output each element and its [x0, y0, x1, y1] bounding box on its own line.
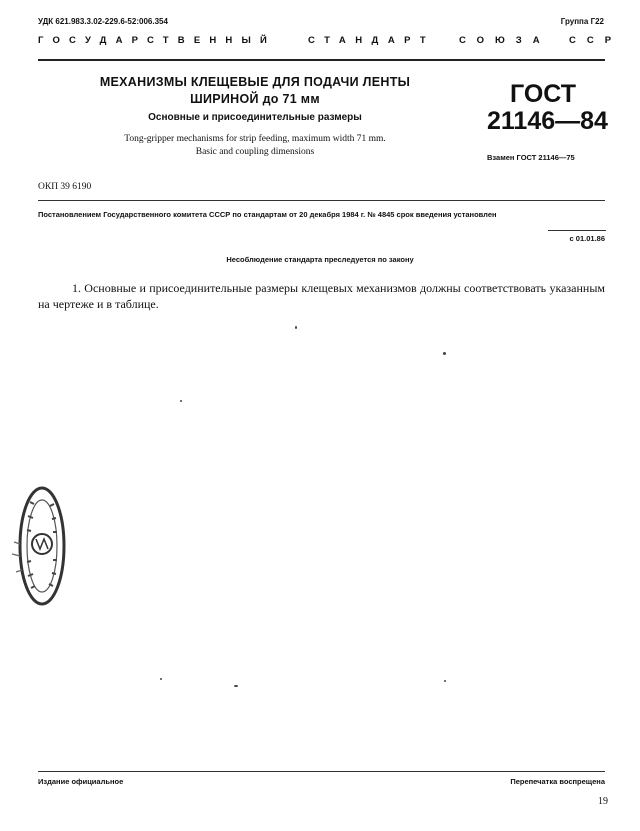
document-title [60, 74, 450, 108]
group-code: Группа Г22 [560, 17, 604, 26]
resolution-text: Постановлением Государственного комитета СССР по стандартам от 20 декабря 1984 г. № 4845 срок введения установлен [38, 210, 497, 219]
official-edition: Издание официальное [38, 777, 124, 786]
scan-speck [180, 400, 182, 402]
paragraph-1: 1. Основные и присоединительные размеры клещевых механизмов должны соответствовать указанным на чертеже и в таблице. [38, 281, 605, 311]
header-rule [38, 59, 605, 61]
page-number: 19 [598, 796, 608, 807]
reprint-notice: Перепечатка воспрещена [510, 777, 605, 786]
banner-word-state: ГОСУДАРСТВЕННЫЙ [38, 35, 277, 46]
english-title-line-2: Basic and coupling dimensions [195, 147, 315, 157]
footer-rule [38, 771, 605, 772]
scan-speck [160, 678, 162, 680]
scan-speck [444, 680, 446, 682]
gost-number: 21146—84 [487, 107, 608, 135]
okp-code: ОКП 39 6190 [38, 182, 92, 192]
law-notice: Несоблюдение стандарта преследуется по закону [226, 255, 414, 264]
section-rule [38, 200, 605, 201]
scan-speck [234, 685, 238, 687]
banner-word-ussr: ССР [569, 35, 623, 46]
scan-speck [295, 326, 297, 329]
library-stamp [8, 482, 68, 610]
title-line-2: ШИРИНОЙ до 71 мм [190, 92, 320, 106]
title-line-1: МЕХАНИЗМЫ КЛЕЩЕВЫЕ ДЛЯ ПОДАЧИ ЛЕНТЫ [99, 75, 411, 89]
scan-speck [443, 352, 446, 355]
effective-date: с 01.01.86 [569, 234, 605, 243]
banner-word-union: СОЮЗА [459, 35, 551, 46]
effective-date-rule [548, 230, 606, 231]
banner-word-standard: СТАНДАРТ [308, 35, 436, 46]
english-title-line-1: Tong-gripper mechanisms for strip feeding, maximum width 71 mm. [124, 134, 386, 144]
udk-code: УДК 621.983.3.02-229.6-52:006.354 [38, 17, 168, 26]
replaces-standard: Взамен ГОСТ 21146—75 [487, 153, 575, 162]
english-title [60, 133, 450, 159]
document-subtitle: Основные и присоединительные размеры [148, 112, 362, 123]
gost-label: ГОСТ [510, 80, 576, 108]
